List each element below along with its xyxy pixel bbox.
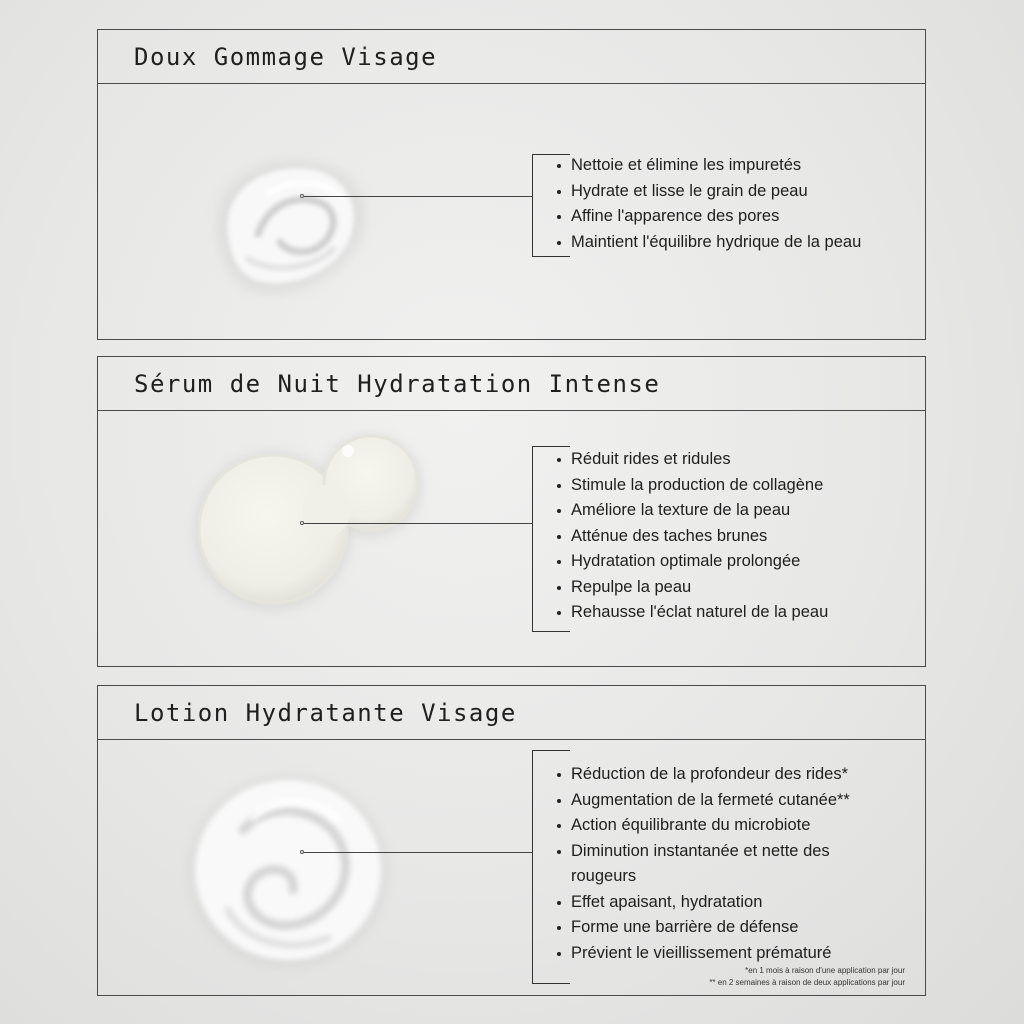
benefit-item: Effet apaisant, hydratation — [554, 890, 884, 916]
panel-header — [98, 30, 925, 84]
panel-body — [98, 411, 925, 666]
benefit-item: Diminution instantanée et nette des rougeurs — [554, 839, 884, 890]
product-panel-lotion — [97, 685, 926, 996]
product-panel-gommage — [97, 29, 926, 340]
footnote-2: ** en 2 semaines à raison de deux applications par jour — [709, 978, 905, 987]
benefit-list — [554, 447, 828, 626]
panel-header — [98, 686, 925, 740]
benefit-list — [554, 762, 884, 966]
panel-body — [98, 84, 925, 339]
product-title: Doux Gommage Visage — [134, 42, 438, 71]
benefit-item: Prévient le vieillissement prématuré — [554, 941, 884, 967]
benefit-item: Maintient l'équilibre hydrique de la peau — [554, 230, 861, 256]
serum-drop-texture — [148, 421, 438, 661]
benefit-item: Réduit rides et ridules — [554, 447, 828, 473]
benefit-item: Hydrate et lisse le grain de peau — [554, 179, 861, 205]
lotion-swirl-texture — [168, 760, 398, 980]
footnotes — [709, 965, 905, 989]
footnote-1: *en 1 mois à raison d'une application par jour — [745, 966, 905, 975]
benefit-item: Forme une barrière de défense — [554, 915, 884, 941]
scrub-swirl-texture — [188, 124, 388, 314]
leader-line — [304, 852, 532, 853]
benefit-item: Stimule la production de collagène — [554, 473, 828, 499]
product-title: Lotion Hydratante Visage — [134, 698, 517, 727]
panel-header — [98, 357, 925, 411]
benefit-item: Nettoie et élimine les impuretés — [554, 153, 861, 179]
benefit-item: Améliore la texture de la peau — [554, 498, 828, 524]
panel-body — [98, 740, 925, 995]
benefit-item: Affine l'apparence des pores — [554, 204, 861, 230]
product-panel-serum — [97, 356, 926, 667]
benefit-item: Réduction de la profondeur des rides* — [554, 762, 884, 788]
leader-line — [304, 523, 532, 524]
benefit-item: Augmentation de la fermeté cutanée** — [554, 788, 884, 814]
benefit-item: Action équilibrante du microbiote — [554, 813, 884, 839]
benefit-item: Rehausse l'éclat naturel de la peau — [554, 600, 828, 626]
benefit-list — [554, 153, 861, 255]
leader-line — [304, 196, 532, 197]
benefit-item: Atténue des taches brunes — [554, 524, 828, 550]
benefit-item: Repulpe la peau — [554, 575, 828, 601]
product-title: Sérum de Nuit Hydratation Intense — [134, 369, 661, 398]
benefit-item: Hydratation optimale prolongée — [554, 549, 828, 575]
